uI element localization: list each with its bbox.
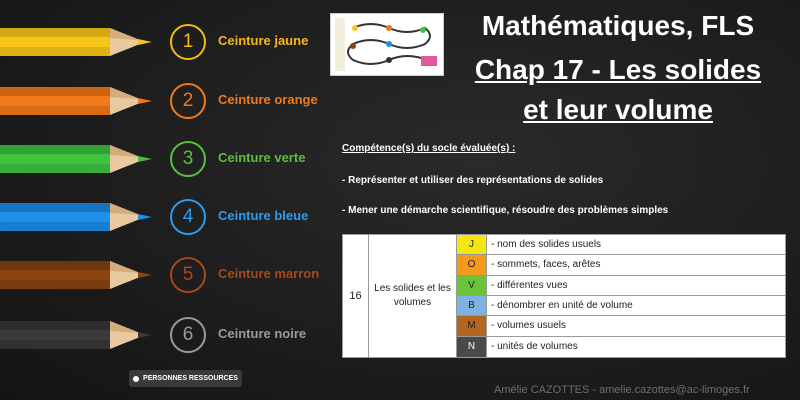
pencil-icon xyxy=(0,319,155,351)
level-description: - volumes usuels xyxy=(491,320,567,332)
belt-row[interactable] xyxy=(0,197,330,237)
table-row xyxy=(457,337,785,357)
level-description: - nom des solides usuels xyxy=(491,239,602,251)
table-chapter-number: 16 xyxy=(343,235,369,357)
table-row xyxy=(457,276,785,296)
author-footer: Amélie CAZOTTES - amelie.cazottes@ac-limoges.fr xyxy=(494,384,750,396)
belt-number-badge: 3 xyxy=(170,141,206,177)
level-letter: N xyxy=(457,337,487,357)
belt-row[interactable] xyxy=(0,139,330,179)
level-letter: M xyxy=(457,316,487,335)
belt-number-badge: 5 xyxy=(170,257,206,293)
table-row xyxy=(457,316,785,336)
belt-number-badge: 6 xyxy=(170,317,206,353)
chapter-subtitle: et leur volume xyxy=(523,94,713,125)
belt-number-badge: 4 xyxy=(170,199,206,235)
level-letter: O xyxy=(457,255,487,274)
belt-number-badge: 1 xyxy=(170,24,206,60)
belt-label: Ceinture jaune xyxy=(218,33,309,48)
resources-button-label: PERSONNES RESSOURCES xyxy=(143,375,238,382)
resources-button[interactable] xyxy=(129,370,242,387)
competence-item: - Mener une démarche scientifique, résoudre des problèmes simples xyxy=(342,205,669,216)
table-row xyxy=(457,296,785,316)
table-topic: Les solides et les volumes xyxy=(369,235,457,357)
pencil-icon xyxy=(0,85,155,117)
level-letter: V xyxy=(457,276,487,295)
pencil-icon xyxy=(0,259,155,291)
belt-number-badge: 2 xyxy=(170,83,206,119)
belt-label: Ceinture noire xyxy=(218,326,307,341)
progression-thumbnail[interactable] xyxy=(330,13,444,76)
level-description: - unités de volumes xyxy=(491,341,578,353)
table-row xyxy=(457,235,785,255)
level-description: - sommets, faces, arêtes xyxy=(491,259,601,271)
belt-label: Ceinture orange xyxy=(218,92,318,107)
competences-heading: Compétence(s) du socle évaluée(s) : xyxy=(342,143,516,154)
pencil-icon xyxy=(0,26,155,58)
belt-label: Ceinture marron xyxy=(218,266,320,281)
progression-map-image xyxy=(331,14,443,75)
level-description: - différentes vues xyxy=(491,279,568,291)
skills-table xyxy=(342,234,786,358)
belt-row[interactable] xyxy=(0,22,330,62)
belt-label: Ceinture verte xyxy=(218,150,306,165)
pencil-icon xyxy=(0,201,155,233)
table-row xyxy=(457,255,785,275)
level-description: - dénombrer en unité de volume xyxy=(491,300,633,312)
table-rows xyxy=(457,235,785,357)
belt-row[interactable] xyxy=(0,81,330,121)
dot-icon xyxy=(133,376,139,382)
pencil-icon xyxy=(0,143,155,175)
level-letter: J xyxy=(457,235,487,254)
belt-label: Ceinture bleue xyxy=(218,208,309,223)
level-letter: B xyxy=(457,296,487,315)
belt-row[interactable] xyxy=(0,315,330,355)
belt-row[interactable] xyxy=(0,255,330,295)
chapter-title: Chap 17 - Les solides xyxy=(474,54,762,85)
page-title: Mathématiques, FLS xyxy=(481,10,755,41)
competence-item: - Représenter et utiliser des représentations de solides xyxy=(342,175,604,186)
